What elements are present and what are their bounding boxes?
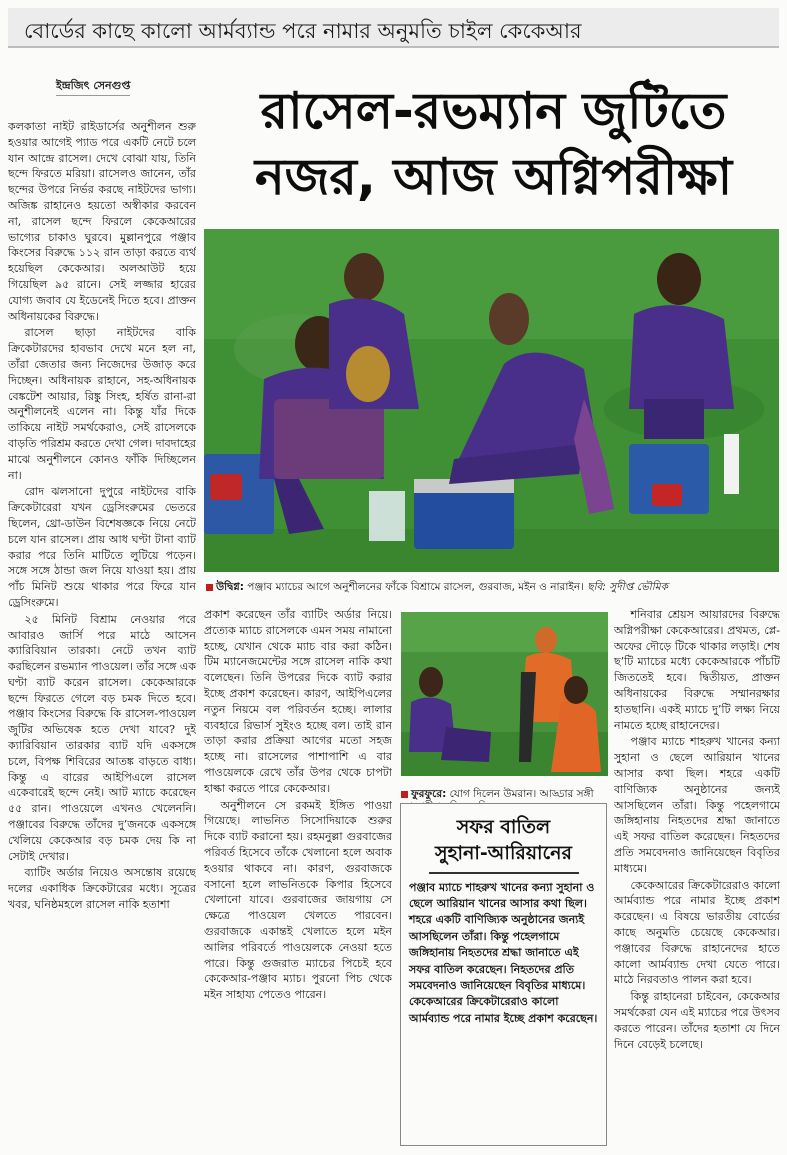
article-column-2	[204, 607, 392, 1147]
caption-text: যোগ দিলেন উমরান। আড্ডার সঙ্গী	[449, 788, 594, 800]
second-photo	[401, 612, 608, 776]
paragraph: শনিবার শ্রেয়স আয়ারদের বিরুদ্ধে অগ্নিপরীক্ষা কেকেআরের। প্রথমত, প্লে-অফের দৌড়ে টিকে থাকার লড়াই। শেষ ছ’টি ম্যাচের মধ্যে কেকেআরকে পাঁচটি জিততেই হবে। দ্বিতীয়ত, প্রাক্তন অধিনায়কের বিরুদ্ধে সম্মানরক্ষার হাতছানি। একই ম্যাচে দু’টি লক্ষ্য নিয়ে নামতে হচ্ছে রাহানেদের।	[614, 608, 780, 732]
headline-line-1: রাসেল-রভম্যান জুটিতে	[260, 82, 727, 140]
paragraph: রোদ ঝলসানো দুপুরে নাইটদের বাকি ক্রিকেটারেরা যখন ড্রেসিংরুমের ভেতরে ছিলেন, থ্রো-ডাউন বিশেষজ্ঞকে নিয়ে নেটে চলে যান রাসেল। প্রায় আধ ঘণ্টা টানা ব্যাট করার পরে তিনি মাটিতে লুটিয়ে পড়েন। সঙ্গে সঙ্গে ঠান্ডা জল নিয়ে যাওয়া হয়। প্রায় পাঁচ মিনিট শুয়ে থাকার পরে ফিরে যান ড্রেসিংরুমে।	[8, 485, 196, 609]
paragraph: প্রকাশ করেছেন তাঁর ব্যাটিং অর্ডার নিয়ে। প্রত্যেক ম্যাচে রাসেলকে এমন সময় নামানো হচ্ছে, যেখান থেকে ম্যাচ বার করা কঠিন। টিম ম্যানেজমেন্টের সঙ্গে রাসেল নাকি কথা বলেছেন। তিনি উপরের দিকে ব্যাট করার ইচ্ছে প্রকাশ করেছেন। কারণ, আইপিএলের নতুন নিয়মে বল পরিবর্তন হচ্ছে। লালার ব্যবহারে রিভার্স সুইংও হচ্ছে বল। তাই রান তাড়া করার প্রক্রিয়া আগের মতো সহজ হচ্ছে না। রাসেলের পাশাপাশি এ বার পাওয়েলকে রেখে তাঁর উপর থেকে চাপটা হাল্কা করতে পারে কেকেআর।	[204, 608, 392, 795]
paragraph: পঞ্জাব ম্যাচে শাহরুখ খানের কন্যা সুহানা ও ছেলে আরিয়ান খানের আসার কথা ছিল। শহরে একটি বাণিজ্যিক অনুষ্ঠানের জন্যই আসছিলেন তাঁরা। কিন্তু পহেলগামে জঙ্গিহানায় নিহতদের শ্রদ্ধা জানাতে এই সফর বাতিল করেছেন। নিহতদের প্রতি সমবেদনাও জানিয়েছেন বিবৃতির মাধ্যমে।	[614, 735, 780, 875]
box-title	[401, 814, 606, 866]
main-photo	[204, 229, 779, 572]
box-title-line-2: সুহানা-আরিয়ানের	[435, 842, 572, 864]
photo-umran-arshdeep	[401, 612, 608, 776]
main-photo-caption	[206, 580, 780, 594]
kicker-headline: বোর্ডের কাছে কালো আর্মব্যান্ড পরে নামার অনুমতি চাইল কেকেআর	[24, 19, 582, 43]
photo-players-resting	[204, 229, 779, 572]
article-column-1	[8, 119, 196, 1149]
box-divider	[429, 872, 579, 874]
box-title-line-1: সফর বাতিল	[456, 816, 551, 838]
paragraph: কেকেআরের ক্রিকেটারেরাও কালো আর্মব্যান্ড পরে নামার ইচ্ছে প্রকাশ করেছেন। এ বিষয়ে ভারতীয় বোর্ডের কাছে অনুমতি চেয়েছে কেকেআর। পঞ্জাবের বিরুদ্ধে রাহানেদের হাতে কালো আর্মব্যান্ড দেখা যেতে পারে। মাঠে নিরবতাও পালন করা হবে।	[614, 878, 780, 987]
sidebar-box	[400, 803, 607, 1146]
headline-line-2: নজর, আজ অগ্নিপরীক্ষা	[254, 148, 733, 206]
byline: ইন্দ্রজিৎ সেনগুপ্ত	[56, 79, 130, 96]
paragraph: কলকাতা নাইট রাইডার্সের অনুশীলন শুরু হওয়ার আগেই প্যাড পরে একটি নেটে চলে যান আন্দ্রে রাসেল। দেখে বোঝা যায়, তিনি ছন্দে ফিরতে মরিয়া। রাসেলও জানেন, তাঁর ছন্দের উপরে নির্ভর করছে নাইটদের ভাগ্য। অজিঙ্ক রাহানেও হয়তো অস্বীকার করবেন না, রাসেল ছন্দে ফিরলে কেকেআরের ভাগ্যের চাকাও ঘুরবে। মুল্লানপুরে পঞ্জাব কিংসের বিরুদ্ধে ১১২ রান তাড়া করতে ব্যর্থ হয়েছিল কেকেআর। অলআউট হয়ে গিয়েছিল ৯৫ রানে। সেই লজ্জার হারের যোগ্য জবাব যে ইডেনেই দিতে হবে। প্রাক্তন অধিনায়কের বিরুদ্ধে।	[8, 120, 196, 323]
caption-lead: উদ্বিগ্ন:	[216, 581, 244, 593]
article-column-4	[614, 607, 780, 1147]
caption-lead: ফুরফুরে:	[411, 788, 447, 800]
main-headline	[206, 78, 781, 210]
caption-text: পঞ্জাব ম্যাচের আগে অনুশীলনের ফাঁকে বিশ্রামে রাসেল, গুরবাজ, মইন ও নারাইন।	[247, 581, 584, 593]
box-text: পঞ্জাব ম্যাচে শাহরুখ খানের কন্যা সুহানা ও ছেলে আরিয়ান খানের আসার কথা ছিল। শহরে একটি বাণিজ্যিক অনুষ্ঠানের জন্যই আসছিলেন তাঁরা। কিন্তু পহেলগামে জঙ্গিহানায় নিহতদের শ্রদ্ধা জানাতে এই সফর বাতিল করেছেন। নিহতদের প্রতি সমবেদনাও জানিয়েছেন বিবৃতির মাধ্যমে। কেকেআরের ক্রিকেটারেরাও কালো আর্মব্যান্ড পরে নামার ইচ্ছে প্রকাশ করেছেন।	[409, 880, 598, 1025]
kicker-bar	[8, 8, 779, 48]
paragraph: অনুশীলনে সে রকমই ইঙ্গিত পাওয়া গিয়েছে। লাভনিত সিসোদিয়াকে শুরুর দিকে ব্যাট করানো হয়। রহমনুল্লা গুরবাজের পরিবর্ত হিসেবে তাঁকে খেলানো হলে অবাক হওয়ার থাকবে না। কারণ, গুরবাজকে বসানো হলে লাভনিতকে কিপার হিসেবে খেলানো যাবে। গুরবাজের জায়গায় সে ক্ষেত্রে পাওয়েল খেলতে পারবেন। গুরবাজকে একান্তই খেলাতে হলে মইন আলির পরিবর্তে পাওয়েলকে নেওয়া হতে পারে। কিন্তু গুজরাত ম্যাচের পিচেই হবে কেকেআর-পঞ্জাব ম্যাচ। পুরনো পিচ থেকে মইন সাহায্য পেতেও পারেন।	[204, 798, 392, 1002]
caption-credit: ছবি: সুদীপ্ত ভৌমিক	[587, 581, 668, 593]
paragraph: কিন্তু রাহানেরা চাইবেন, কেকেআর সমর্থকেরা যেন এই ম্যাচের পরে উৎসব করতে পারেন। তাঁদের হতাশা যে দিনে দিনে বেড়েই চলেছে।	[614, 990, 780, 1051]
caption-marker-icon	[206, 584, 213, 591]
caption-marker-icon	[401, 791, 408, 798]
paragraph: রাসেল ছাড়া নাইটদের বাকি ক্রিকেটারদের হাবভাব দেখে মনে হল না, তাঁরা জেতার জন্য নিজেদের উজাড় করে দিচ্ছেন। অধিনায়ক রাহানে, সহ-অধিনায়ক বেঙ্কটেশ আয়ার, রিঙ্কু সিংহ, হর্ষিত রানা-রা অনুশীলনেই এলেন না। কিন্তু যাঁর দিকে তাকিয়ে নাইট সমর্থকেরাও, সেই রাসেলকে বাড়তি পরিশ্রম করতে দেখা গেল। দাবদাহের মাঝে অনুশীলনে কোনও ফাঁকি দিচ্ছিলেন না।	[8, 326, 196, 482]
paragraph: ব্যাটিং অর্ডার নিয়েও অসন্তোষ রয়েছে দলের একাধিক ক্রিকেটারের মধ্যে। সূত্রের খবর, ঘনিষ্ঠমহলে রাসেল নাকি হতাশা	[8, 866, 196, 912]
paragraph: ২৫ মিনিট বিশ্রাম নেওয়ার পরে আবারও জার্সি পরে মাঠে আসেন ক্যারিবিয়ান তারকা। নেটে তখন ব্যাট করছিলেন রভম্যান পাওয়েল। তাঁর সঙ্গে এক ঘণ্টা ব্যাট করেন রাসেল। কেকেআরকে ছন্দে ফিরতে গেলে বড় চমক দিতে হবে। পঞ্জাব কিংসের বিরুদ্ধে কি রাসেল-পাওয়েল জুটির অভিষেক হতে দেখা যাবে? দুই ক্যারিবিয়ান তারকার ব্যাট যদি একসঙ্গে চলে, বিপক্ষ শিবিরের আতঙ্ক বাড়তে বাধ্য। কিন্তু এ বারের আইপিএলে রাসেল একেবারেই ছন্দে নেই। আট ম্যাচে করেছেন ৫৫ রান। পাওয়েলে এখনও খেলেননি। পঞ্জাবের বিরুদ্ধে তাঁদের দু’জনকে একসঙ্গে খেলিয়ে কেকেআর বড় চমক দেয় কি না সেটাই দেখার।	[8, 612, 196, 863]
